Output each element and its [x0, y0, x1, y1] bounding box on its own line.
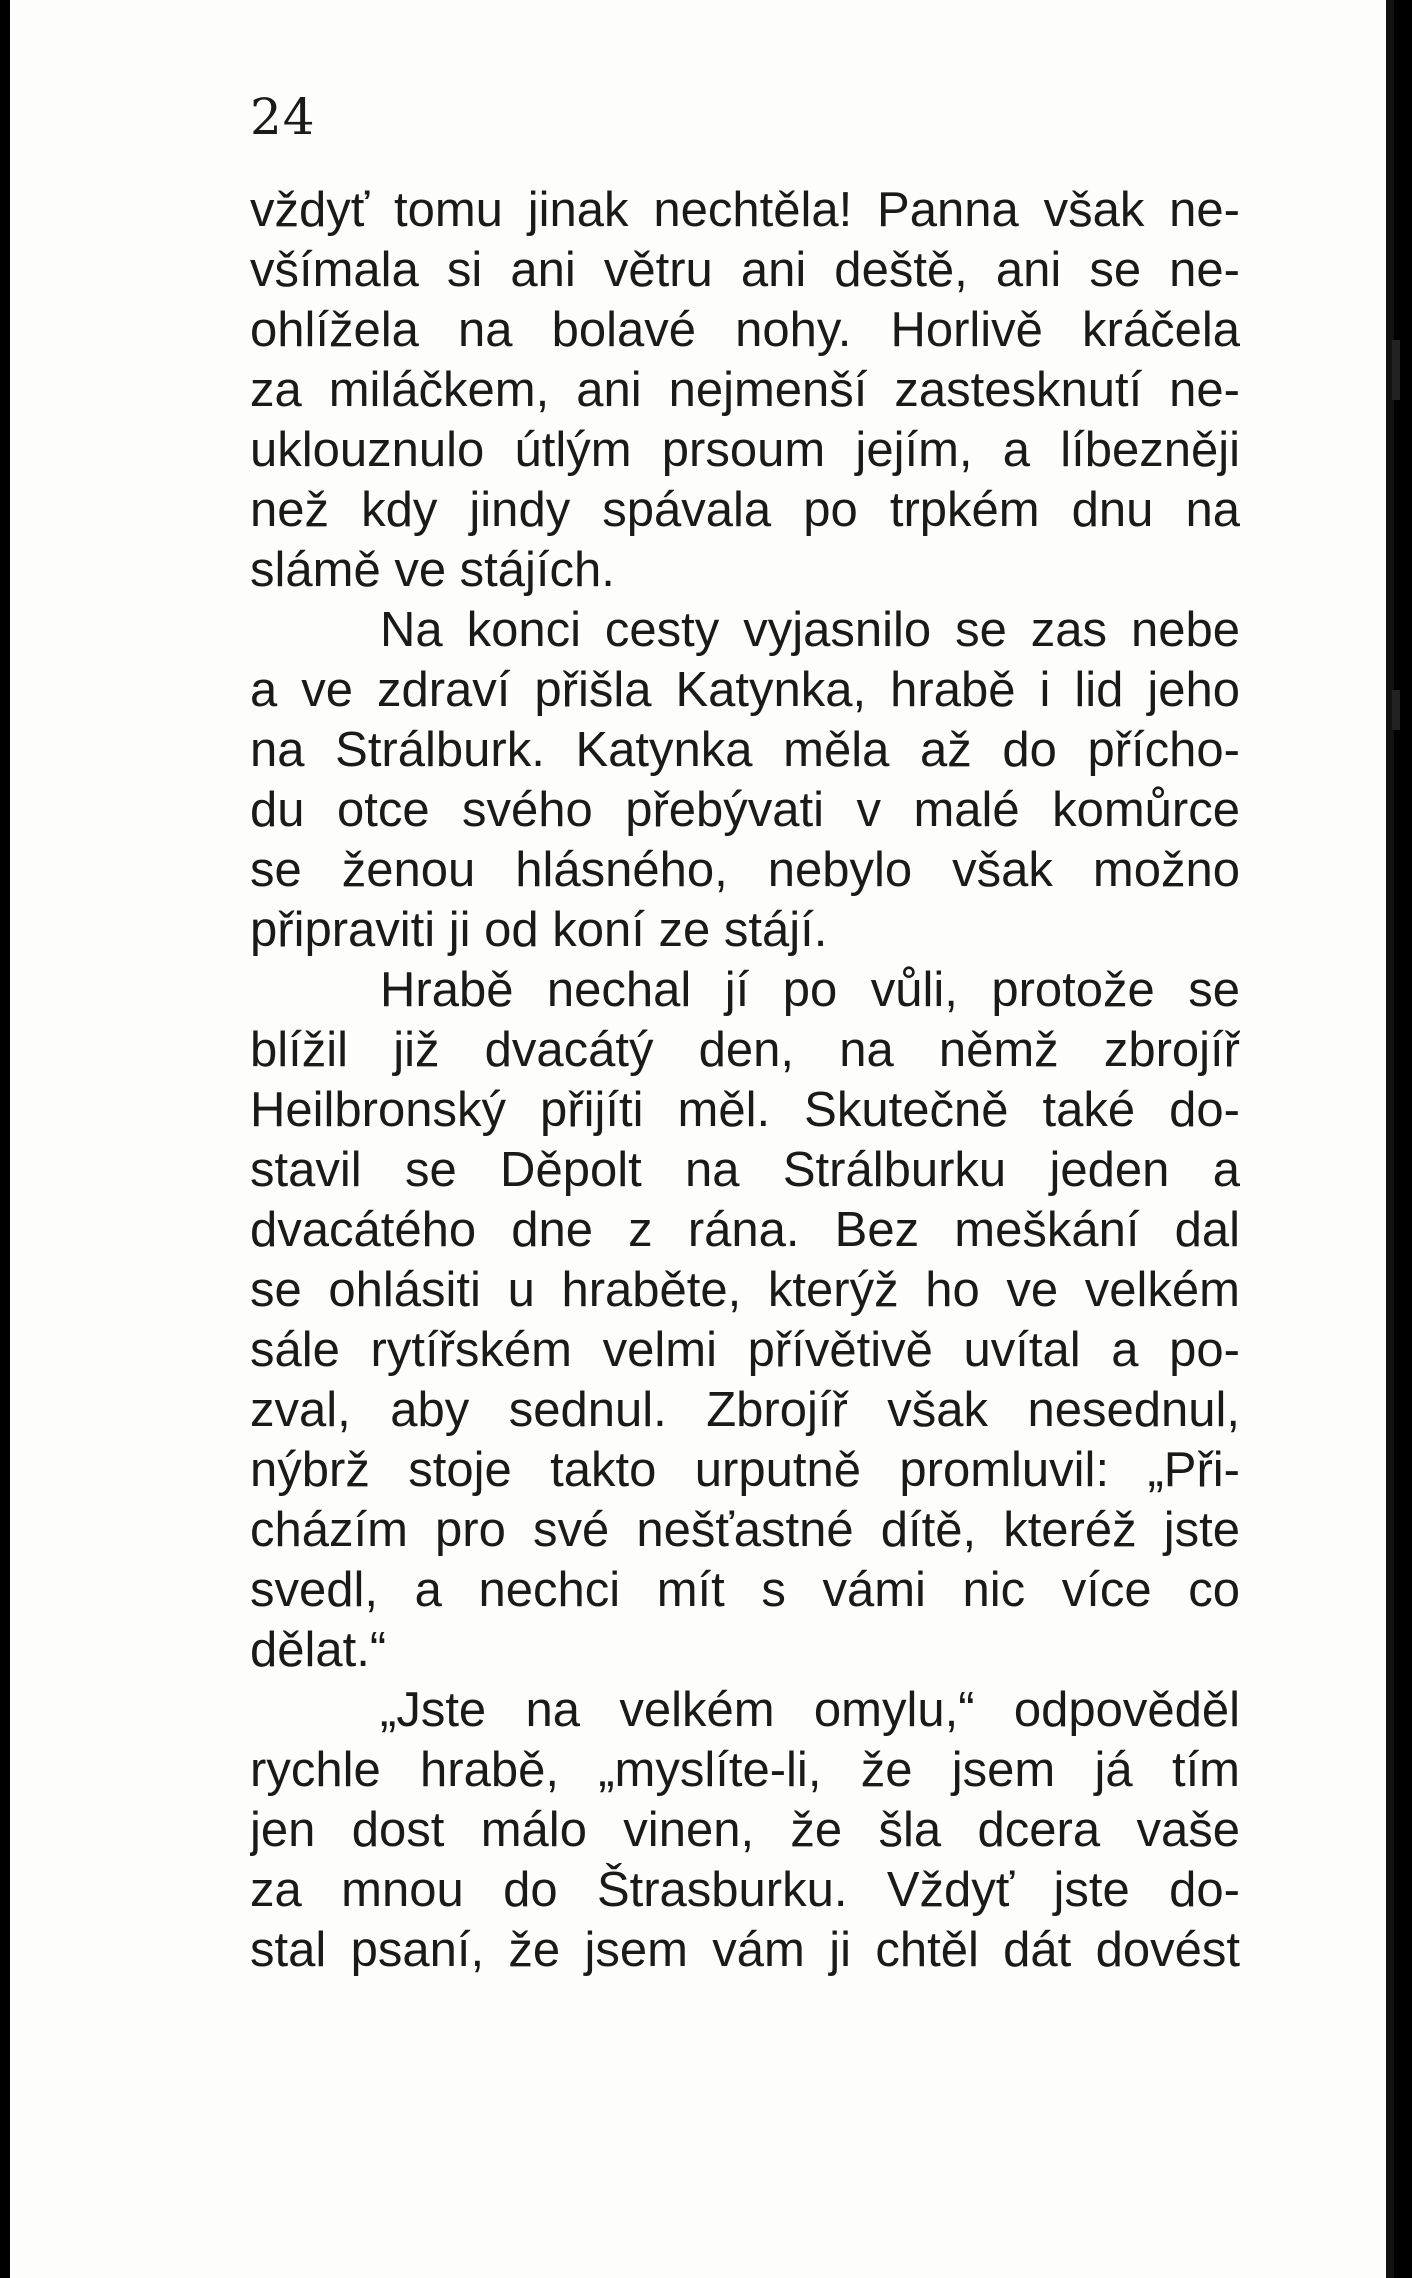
- text-line: sále rytířském velmi přívětivě uvítal a po-: [250, 1323, 1240, 1377]
- text-line: ohlížela na bolavé nohy. Horlivě kráčela: [250, 303, 1240, 357]
- text-line: se ohlásiti u hraběte, kterýž ho ve velkém: [250, 1263, 1240, 1317]
- text-line: za miláčkem, ani nejmenší zastesknutí ne-: [250, 363, 1240, 417]
- text-line: připraviti ji od koní ze stájí.: [250, 903, 828, 957]
- text-line: všímala si ani větru ani deště, ani se ne-: [250, 243, 1240, 297]
- text-line: slámě ve stájích.: [250, 543, 615, 597]
- text-line: se ženou hlásného, nebylo však možno: [250, 843, 1240, 897]
- text-line: du otce svého přebývati v malé komůrce: [250, 783, 1240, 837]
- page-edge-mark: [1392, 690, 1400, 730]
- text-line: nýbrž stoje takto urputně promluvil: „Při-: [250, 1443, 1240, 1497]
- text-line: než kdy jindy spávala po trpkém dnu na: [250, 483, 1240, 537]
- text-line: cházím pro své nešťastné dítě, kteréž jste: [250, 1503, 1240, 1557]
- text-line: vždyť tomu jinak nechtěla! Panna však ne-: [250, 183, 1240, 237]
- text-line: stal psaní, že jsem vám ji chtěl dát dovést: [250, 1923, 1240, 1977]
- text-line: za mnou do Štrasburku. Vždyť jste do-: [250, 1863, 1240, 1917]
- text-line: dělat.“: [250, 1623, 387, 1677]
- book-page: [10, 0, 1394, 2278]
- text-line: dvacátého dne z rána. Bez meškání dal: [250, 1203, 1240, 1257]
- text-line: zval, aby sednul. Zbrojíř však nesednul,: [250, 1383, 1240, 1437]
- page-number: 24: [250, 88, 316, 146]
- text-line: a ve zdraví přišla Katynka, hrabě i lid jeho: [250, 663, 1240, 717]
- page-edge-mark: [1392, 340, 1400, 400]
- body-text: [250, 180, 1240, 1980]
- text-line: Hrabě nechal jí po vůli, protože se: [380, 963, 1240, 1017]
- text-line: Na konci cesty vyjasnilo se zas nebe: [380, 603, 1240, 657]
- text-line: „Jste na velkém omylu,“ odpověděl: [380, 1683, 1240, 1737]
- text-line: rychle hrabě, „myslíte-li, že jsem já tím: [250, 1743, 1240, 1797]
- text-line: stavil se Děpolt na Strálburku jeden a: [250, 1143, 1240, 1197]
- text-line: uklouznulo útlým prsoum jejím, a líbezněji: [250, 423, 1240, 477]
- text-line: blížil již dvacátý den, na němž zbrojíř: [250, 1023, 1240, 1077]
- text-line: jen dost málo vinen, že šla dcera vaše: [250, 1803, 1240, 1857]
- text-line: Heilbronský přijíti měl. Skutečně také do-: [250, 1083, 1240, 1137]
- text-line: svedl, a nechci mít s vámi nic více co: [250, 1563, 1240, 1617]
- text-line: na Strálburk. Katynka měla až do přícho-: [250, 723, 1240, 777]
